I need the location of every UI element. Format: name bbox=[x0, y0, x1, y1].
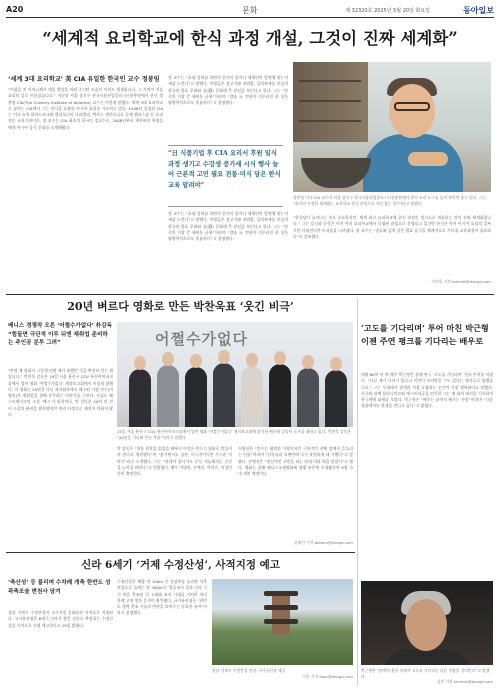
top-story-body-mid-2-text: 정 교수는 “요리 강의를 하면서 한식이 얼마나 세계인의 입맛에 맞는지 새삼 느낀다”고 말했다. 학생들은 불고기와 비빔밥, 김치찌개를 만들며 한국의 발효 문화와 장(醬) 문화에 큰 관심을 보인다고 한다. 그는 “한식의 가장 큰 매력은 균형”이라며 “밥과 국, 반찬이 어우러진 한 상은 영양학적으로도 훌륭하다”고 설명했다. bbox=[168, 211, 288, 242]
top-story-deck: ‘세계 3대 요리학교’ 美 CIA 유일한 한국인 교수 정봉임 bbox=[8, 76, 160, 83]
section-divider bbox=[6, 294, 494, 295]
section-divider bbox=[6, 552, 355, 553]
film-story-body-mid bbox=[117, 446, 232, 548]
cast-member bbox=[325, 370, 347, 427]
top-story-body-left-text: “어렸을 적 어머니께서 매일 밥상을 차려 주시던 모습이 아직도 생생합니다. 그 기억이 저를 요리의 길로 이끌었습니다.” 지난달 서울 종로구 한국식품산업클러스터진흥원에서 만난 정봉임 CIA(The Culinary Institute of America) 교수는 이렇게 말했다. 세계 3대 요리학교로 꼽히는 CIA에서 그는 한식을 포함한 아시아 요리를 가르치고 있다. 1946년 설립된 CIA는 미국 뉴욕 하이드파크와 캘리포니아 나파밸리, 텍사스 샌안토니오 등에 캠퍼스를 둔 요리 전문 교육기관이다. 정 교수는 CIA 최초의 한국인 정교수로, 2008년부터 재직하며 학생들에게 아시아 음식 문화를 소개해왔다. bbox=[8, 87, 163, 130]
hands-graphic bbox=[408, 152, 448, 166]
right-story-caption: 박근형은 “관객의 웃음 속에서 고도를 기다리듯 다음 작품을 기다린다”고 말했다. bbox=[361, 668, 490, 679]
top-story-right-column bbox=[293, 195, 491, 287]
top-story-body-right-text: “한식당이 늘어나는 것도 중요하지만, 세계 최고 요리학교에 한식 과정이 정식으로 개설되는 것이 진짜 세계화입니다.” 그는 일식과 중식은 이미 여러 요리학교에서 독립된 과정으로 운영되고 있지만 한식은 아직 아시아 요리의 일부로만 다뤄진다며 아쉬움을 나타냈다. 정 교수는 “장류와 김치 같은 발효 음식을 체계적으로 가르칠 교육과정이 필요하다”고 강조했다. bbox=[293, 215, 491, 239]
roof-graphic bbox=[264, 591, 298, 596]
glasses-graphic bbox=[394, 102, 430, 111]
right-story-byline: 김민 기자 kimmin@donga.com bbox=[436, 679, 493, 684]
bottom-story-deck: ‘축산성’ 등 불리며 수차례 개축 한반도 성곽축조술 변천사 담겨 bbox=[8, 580, 111, 595]
shelf-graphic bbox=[293, 62, 368, 142]
top-story-photo-caption: 정봉임 미국 CIA 교수가 서울 종로구 한국식품산업클러스터진흥원에서 한식 조리 도구를 들어 보이며 웃고 있다. 그는 “한식의 진정한 세계화는 요리학교 정규 과정으로 자리 잡는 것”이라고 말했다. bbox=[293, 195, 487, 206]
cast-member bbox=[185, 367, 207, 427]
bottom-story-caption-block bbox=[212, 668, 353, 686]
bottom-story-headline: 신라 6세기 ‘거제 수정산성’, 사적지정 예고 bbox=[81, 559, 280, 571]
page-header bbox=[6, 4, 494, 18]
right-story-headline: ‘고도를 기다리며’ 투어 마친 박근형 이젠 주연 평크를 기다리는 배우로 bbox=[361, 323, 489, 346]
bottom-story-body-left-text: 경남 거제시 수정산성이 국가지정 문화유산 사적으로 지정된다. 국가유산청은 6세기 신라가 쌓은 것으로 추정되는 수정산성을 사적으로 지정 예고한다고 19일 밝혔다. bbox=[8, 610, 113, 628]
pagoda-graphic bbox=[272, 593, 290, 635]
bottom-story-body-mid bbox=[117, 579, 207, 686]
bottom-story-body-mid-text: 수정산성은 해발 약 150m 산 정상부를 둘러싼 석축 산성으로 둘레는 약 300m다. 발굴조사 결과 신라 시기 처음 축조된 뒤 고려와 조선 시대를 거치며 여러 차례 고쳐 쌓은 흔적이 확인됐다. 국가유산청은 “한반도 성곽 축조 기술의 변천을 보여주는 중요한 유적”이라고 설명했다. bbox=[117, 579, 207, 616]
bottom-story-byline: 이문 기자 door@donga.com bbox=[302, 674, 353, 679]
top-story-body-mid-2 bbox=[168, 211, 288, 291]
page-number: A20 bbox=[6, 5, 24, 14]
bottom-story-caption: 경남 거제시 수정산성 전경. 국가유산청 제공 bbox=[212, 668, 286, 673]
actor-shirt-graphic bbox=[381, 649, 473, 665]
right-story-body-text: 데뷔 60여 년 차 배우 박근형은 올해 연극 ‘고도를 기다리며’ 전국 투어를 마쳤다. “사실 제가 나이가 있으니 이번이 마지막일 수도 있다는 생각으로 임했습니다.” 그는 무대에서 관객과 직접 호흡하는 순간이 가장 행복하다고 말했다. 신구와 함께 블라디미르와 에스트라공을 연기한 그는 매 회차 매진을 기록하며 연극계에 화제를 모았다. 박근형은 “배우는 끝까지 배우는 사람”이라며 “다음 작품에서도 관객을 만나고 싶다”고 밝혔다. bbox=[361, 372, 493, 409]
top-story-byline: 이지윤 기자 leemail@donga.com bbox=[431, 279, 491, 284]
cast-member bbox=[157, 365, 179, 427]
film-story-deck: 베니스 경쟁작 오른 ‘어쩔수가없다’ 朴감독 “힘들면 극단적 이루 뒤엔 재취업 준비하는 주인공 분투 그려” bbox=[8, 323, 113, 346]
right-story-photo bbox=[361, 581, 493, 665]
top-story-left-column bbox=[8, 75, 163, 293]
top-story-photo bbox=[293, 62, 491, 192]
cast-member bbox=[241, 366, 263, 427]
top-story-body-mid bbox=[168, 75, 288, 141]
film-story-body-left-text: “만약 제 영화가 그렇게 되면 제가 원했던 것을 완전히 얻는 셈입니다.” 박찬욱 감독은 19일 서울 용산구 CGV 용산아이파크몰에서 열린 영화 ‘어쩔수가없다’ 제작보고회에서 이렇게 말했다. 이 영화는 25년간 다닌 제지회사에서 해고된 가장 만수(이병헌)가 재취업을 위해 분투하는 이야기를 그린다. 도널드 웨스트레이크의 소설 ‘액스’가 원작이다. 박 감독은 20여 년 전 이 소설의 판권을 확보했지만 여러 사정으로 제작이 미뤄져 왔다. bbox=[8, 368, 113, 418]
top-story-body-mid-text: 정 교수는 “요리 강의를 하면서 한식이 얼마나 세계인의 입맛에 맞는지 새삼 느낀다”고 말했다. 학생들은 불고기와 비빔밥, 김치찌개를 만들며 한국의 발효 문화와 장(醬) 문화에 큰 관심을 보인다고 한다. 그는 “한식의 가장 큰 매력은 균형”이라며 “밥과 국, 반찬이 어우러진 한 상은 영양학적으로도 훌륭하다”고 설명했다. bbox=[168, 75, 288, 106]
cast-member bbox=[129, 369, 151, 427]
fortress-photo bbox=[212, 579, 353, 665]
cast-member bbox=[297, 368, 319, 427]
roof-graphic bbox=[264, 605, 298, 610]
film-story-headline: 20년 벼르다 영화로 만든 박찬욱표 ‘웃긴 비극’ bbox=[67, 300, 294, 313]
bottom-story-body-left bbox=[8, 610, 113, 686]
film-story-right-column bbox=[238, 446, 353, 548]
roof-graphic bbox=[264, 619, 298, 624]
bowl-graphic bbox=[301, 158, 371, 188]
top-story-body-right bbox=[293, 215, 491, 277]
film-event-photo bbox=[117, 322, 353, 427]
cast-member bbox=[269, 364, 291, 427]
film-photo-caption: 19일 서울 용산구 CGV 용산아이파크몰에서 열린 영화 ‘어쩔수가없다’ 제작보고회에 참석한 배우와 감독이 포즈를 취하고 있다. 박찬욱 감독은 “20년을 기다려 만든 작품”이라고 말했다. bbox=[117, 429, 352, 440]
top-story-headline: “세계적 요리학교에 한식 과정 개설, 그것이 진짜 세계화” bbox=[42, 29, 458, 48]
issue-meta: 제 32320호 2025년 5월 20일 화요일 bbox=[345, 8, 430, 14]
top-story-pull-quote: “日 식품기업 후 CIA 요리서 후원 일식 과정 생기고 수강생 증가세 시식 행사 늘어 근본적 고민 필요 전통·미식 담은 한식교육 알려야” bbox=[168, 145, 283, 207]
film-story-body-right-text: 이병헌은 “만수는 평범한 가장이지만 극단적인 선택 앞에서 흔들리는 인물”이라며 “감독님과 오랜만에 다시 작업하게 돼 기뻤다”고 말했다. 손예진은 “현실적인 고민을 하는 아내 미리 역을 맡았다”고 했다. 영화는 올해 베니스국제영화제 경쟁 부문에 초청됐으며 9월 국내 개봉 예정이다. bbox=[238, 446, 353, 477]
cast-member bbox=[213, 363, 235, 427]
actor-face-graphic bbox=[405, 599, 447, 651]
film-story-body-right bbox=[238, 446, 353, 538]
newspaper-logo: 동아일보 bbox=[463, 5, 494, 15]
film-story-body-mid-text: 박 감독은 “처음 원작을 읽었을 때부터 이것은 반드시 영화로 만들어야 한다고 생각했다”며 “웃기면서도 슬픈, 비극적이지만 우스운 이야기”라고 소개했다. 그는 “관객이 웃다가도 문득 서늘해지는 순간을 느끼길 바란다”고 덧붙였다. 배우 이병헌, 손예진, 박희순, 이성민 등이 출연한다. bbox=[117, 446, 232, 477]
film-story-byline: 김태언 기자 beborn@donga.com bbox=[293, 540, 353, 545]
film-story-body-left bbox=[8, 368, 113, 548]
top-story-body-left bbox=[8, 87, 163, 273]
person-face-graphic bbox=[389, 84, 435, 138]
right-story-caption-block bbox=[361, 668, 493, 686]
section-label: 문화 bbox=[242, 6, 258, 15]
column-divider bbox=[357, 298, 358, 686]
film-poster-title: 어쩔수가없다 bbox=[155, 330, 248, 348]
right-story-body bbox=[361, 372, 493, 577]
